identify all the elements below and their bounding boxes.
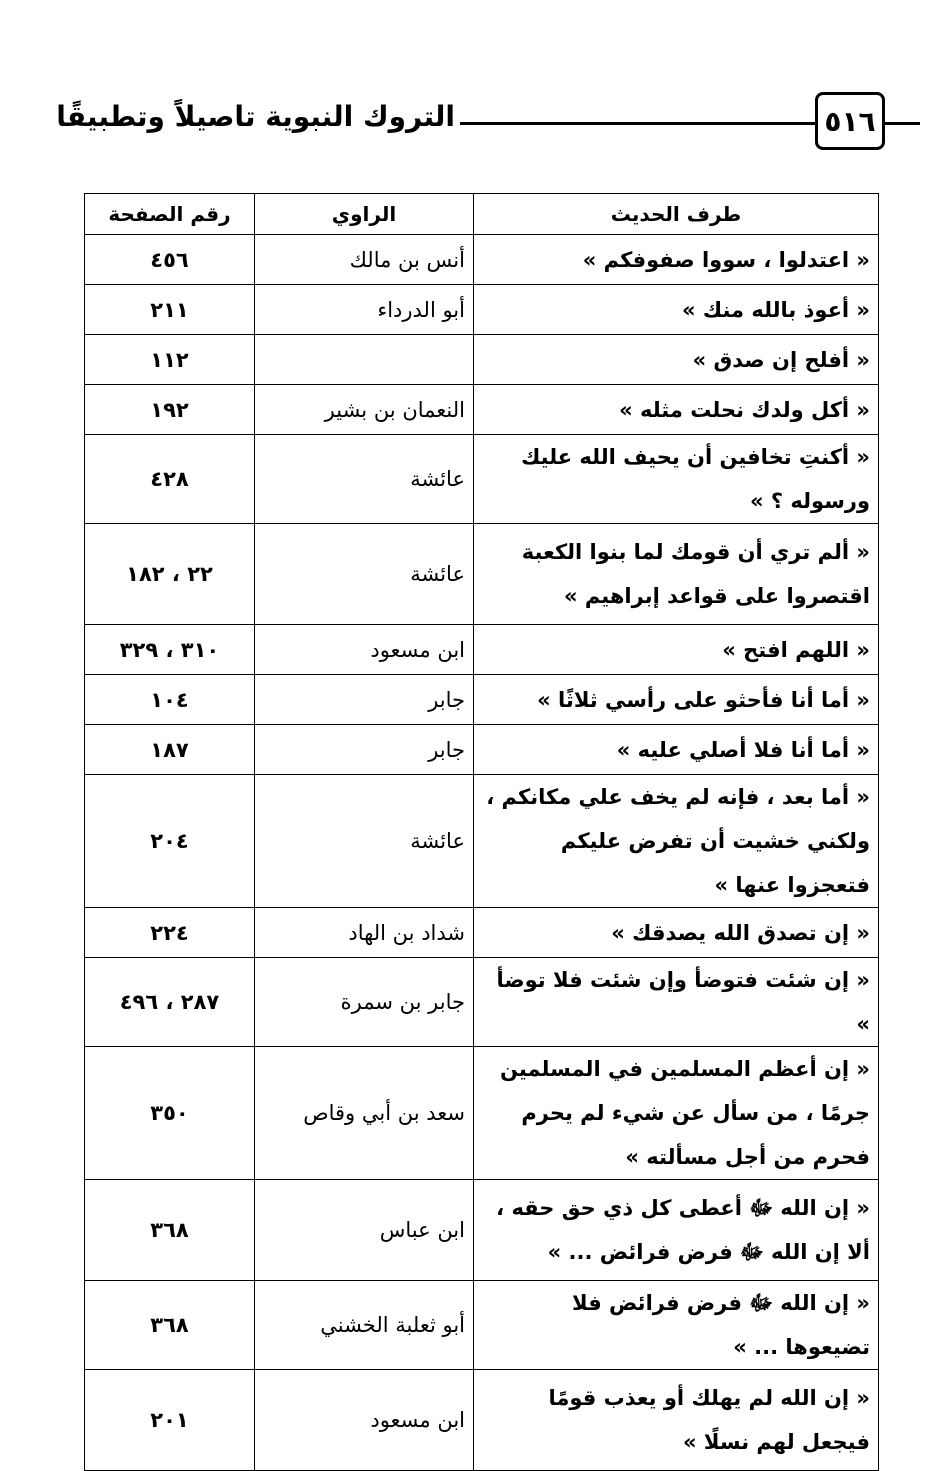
table-row [85, 908, 879, 958]
header-rule-right [885, 122, 920, 125]
hadith-cell: « أكنتِ تخافين أن يحيف الله عليك ورسوله ؟ » [474, 435, 879, 524]
column-header-page: رقم الصفحة [85, 194, 255, 235]
narrator-cell: عائشة [255, 435, 474, 524]
table-row [85, 335, 879, 385]
narrator-cell: ابن مسعود [255, 1370, 474, 1471]
narrator-cell [255, 335, 474, 385]
page-header [56, 92, 876, 162]
narrator-cell: النعمان بن بشير [255, 385, 474, 435]
narrator-cell: عائشة [255, 524, 474, 625]
column-header-hadith: طرف الحديث [474, 194, 879, 235]
page-cell: ٢٨٧ ، ٤٩٦ [85, 958, 255, 1047]
narrator-cell: أبو الدرداء [255, 285, 474, 335]
table-row [85, 285, 879, 335]
table-row [85, 1281, 879, 1370]
table-row [85, 775, 879, 908]
page-cell: ٣١٠ ، ٣٢٩ [85, 625, 255, 675]
table-header-row [85, 194, 879, 235]
page-cell: ٢٠١ [85, 1370, 255, 1471]
table-row [85, 1047, 879, 1180]
hadith-cell: « اللهم افتح » [474, 625, 879, 675]
narrator-cell: سعد بن أبي وقاص [255, 1047, 474, 1180]
table-row [85, 675, 879, 725]
narrator-cell: جابر بن سمرة [255, 958, 474, 1047]
narrator-cell: أنس بن مالك [255, 235, 474, 285]
hadith-cell: « أما أنا فلا أصلي عليه » [474, 725, 879, 775]
page-cell: ١٨٧ [85, 725, 255, 775]
page-cell: ٤٥٦ [85, 235, 255, 285]
table-row [85, 235, 879, 285]
book-title: التروك النبوية تاصيلاً وتطبيقًا [56, 100, 455, 133]
table-row [85, 958, 879, 1047]
hadith-cell: « إن الله ﷻ فرض فرائض فلا تضيعوها ... » [474, 1281, 879, 1370]
narrator-cell: جابر [255, 725, 474, 775]
narrator-cell: أبو ثعلبة الخشني [255, 1281, 474, 1370]
page-cell: ١٠٤ [85, 675, 255, 725]
hadith-cell: « إن أعظم المسلمين في المسلمين جرمًا ، من سأل عن شيء لم يحرم فحرم من أجل مسألته » [474, 1047, 879, 1180]
hadith-cell: « إن الله ﷻ أعطى كل ذي حق حقه ، ألا إن الله ﷻ فرض فرائض ... » [474, 1180, 879, 1281]
page-cell: ٢٢ ، ١٨٢ [85, 524, 255, 625]
narrator-cell: ابن مسعود [255, 625, 474, 675]
header-rule [460, 122, 815, 125]
hadith-cell: « أما أنا فأحثو على رأسي ثلاثًا » [474, 675, 879, 725]
hadith-cell: « أكل ولدك نحلت مثله » [474, 385, 879, 435]
hadith-cell: « أعوذ بالله منك » [474, 285, 879, 335]
hadith-cell: « إن الله لم يهلك أو يعذب قومًا فيجعل لهم نسلًا » [474, 1370, 879, 1471]
page-cell: ٣٦٨ [85, 1180, 255, 1281]
page-cell: ١١٢ [85, 335, 255, 385]
table-row [85, 385, 879, 435]
page-number: ٥١٦ [815, 92, 885, 150]
page-cell: ١٩٢ [85, 385, 255, 435]
page-cell: ٢٠٤ [85, 775, 255, 908]
narrator-cell: ابن عباس [255, 1180, 474, 1281]
narrator-cell: عائشة [255, 775, 474, 908]
hadith-cell: « ألم تري أن قومك لما بنوا الكعبة اقتصروا على قواعد إبراهيم » [474, 524, 879, 625]
table-row [85, 725, 879, 775]
hadith-cell: « اعتدلوا ، سووا صفوفكم » [474, 235, 879, 285]
page-cell: ٣٥٠ [85, 1047, 255, 1180]
hadith-index-table [84, 193, 879, 1471]
table-row [85, 625, 879, 675]
table-row [85, 524, 879, 625]
hadith-cell: « أما بعد ، فإنه لم يخف علي مكانكم ، ولكني خشيت أن تفرض عليكم فتعجزوا عنها » [474, 775, 879, 908]
page-cell: ٣٦٨ [85, 1281, 255, 1370]
narrator-cell: شداد بن الهاد [255, 908, 474, 958]
page-cell: ٤٢٨ [85, 435, 255, 524]
narrator-cell: جابر [255, 675, 474, 725]
page-cell: ٢٢٤ [85, 908, 255, 958]
page-cell: ٢١١ [85, 285, 255, 335]
table-row [85, 1370, 879, 1471]
table-row [85, 435, 879, 524]
column-header-narrator: الراوي [255, 194, 474, 235]
hadith-cell: « أفلح إن صدق » [474, 335, 879, 385]
hadith-cell: « إن تصدق الله يصدقك » [474, 908, 879, 958]
table-row [85, 1180, 879, 1281]
hadith-cell: « إن شئت فتوضأ وإن شئت فلا توضأ » [474, 958, 879, 1047]
